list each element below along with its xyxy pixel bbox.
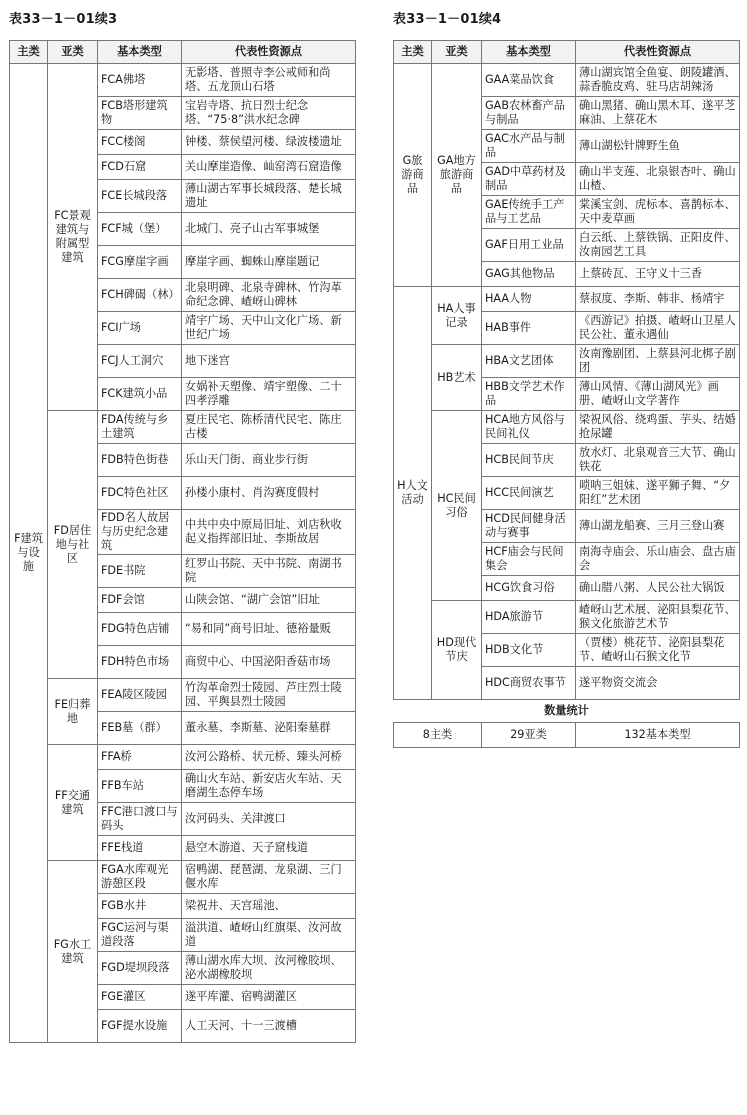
basic-type-cell: FDF会馆	[98, 588, 182, 613]
table-row	[10, 411, 356, 444]
basic-type-cell: GAD中草药材及制品	[482, 163, 576, 196]
basic-type-cell: FDA传统与乡土建筑	[98, 411, 182, 444]
header-basic-type: 基本类型	[482, 41, 576, 64]
basic-type-cell: FGF提水设施	[98, 1010, 182, 1043]
resource-points-cell: 乐山天门街、商业步行街	[182, 444, 356, 477]
resource-points-cell: 梁祝风俗、绕鸡蛋、芋头、结婚抢尿罐	[576, 411, 740, 444]
resource-points-cell: （贾楼）桃花节、泌阳县梨花节、嵖岈山石猴文化节	[576, 634, 740, 667]
summary-sub-count: 29亚类	[482, 723, 576, 748]
resource-points-cell: 薄山湖宾馆全鱼宴、朗陵罐酒、蒜香脆皮鸡、驻马店胡辣汤	[576, 64, 740, 97]
main-class-cell: H人文活动	[394, 287, 432, 700]
basic-type-cell: FGE灌区	[98, 985, 182, 1010]
basic-type-cell: GAF日用工业品	[482, 229, 576, 262]
basic-type-cell: FFA桥	[98, 745, 182, 770]
main-class-cell: F建筑与设施	[10, 64, 48, 1043]
basic-type-cell: FCC楼阁	[98, 130, 182, 155]
summary-main-count: 8主类	[394, 723, 482, 748]
basic-type-cell: FCJ人工洞穴	[98, 345, 182, 378]
table-row	[394, 345, 740, 378]
table-row	[10, 64, 356, 97]
basic-type-cell: HCD民间健身活动与赛事	[482, 510, 576, 543]
basic-type-cell: GAE传统手工产品与工艺品	[482, 196, 576, 229]
table-row	[10, 745, 356, 770]
resource-points-cell: 放水灯、北泉观音三大节、确山铁花	[576, 444, 740, 477]
left-table-caption: 表33－1－01续3	[9, 12, 118, 27]
resource-points-cell: 遂平库灌、宿鸭湖灌区	[182, 985, 356, 1010]
basic-type-cell: FEA陵区陵园	[98, 679, 182, 712]
subclass-cell: FD居住地与社区	[48, 411, 98, 679]
resource-points-cell: 中共中央中原局旧址、刘店秋收起义指挥部旧址、李斯故居	[182, 510, 356, 555]
resource-points-cell: 山陕会馆、“湖广会馆”旧址	[182, 588, 356, 613]
subclass-cell: HD现代节庆	[432, 601, 482, 700]
resource-points-cell: “易和同”商号旧址、德裕量贩	[182, 613, 356, 646]
basic-type-cell: FCB塔形建筑物	[98, 97, 182, 130]
subclass-cell: HB艺术	[432, 345, 482, 411]
resource-points-cell: 宿鸭湖、琵琶湖、龙泉湖、三门偃水库	[182, 861, 356, 894]
header-main-class: 主类	[394, 41, 432, 64]
resource-points-cell: 宝岩寺塔、抗日烈士纪念塔、“75·8”洪水纪念碑	[182, 97, 356, 130]
resource-points-cell: 董永墓、李斯墓、泌阳秦墓群	[182, 712, 356, 745]
resource-table-continued-4	[393, 40, 740, 748]
basic-type-cell: HCG饮食习俗	[482, 576, 576, 601]
basic-type-cell: HDC商贸农事节	[482, 667, 576, 700]
basic-type-cell: FFB车站	[98, 770, 182, 803]
basic-type-cell: HCF庙会与民间集会	[482, 543, 576, 576]
resource-points-cell: 薄山风情、《薄山湖风光》画册、嵖岈山文学著作	[576, 378, 740, 411]
basic-type-cell: FGC运河与渠道段落	[98, 919, 182, 952]
basic-type-cell: HDB文化节	[482, 634, 576, 667]
basic-type-cell: HCA地方风俗与民间礼仪	[482, 411, 576, 444]
basic-type-cell: FDH特色市场	[98, 646, 182, 679]
basic-type-cell: GAB农林畜产品与制品	[482, 97, 576, 130]
table-row	[394, 64, 740, 97]
subclass-cell: HC民间习俗	[432, 411, 482, 601]
resource-points-cell: 梁祝井、天宫瑶池、	[182, 894, 356, 919]
basic-type-cell: HDA旅游节	[482, 601, 576, 634]
table-row	[394, 287, 740, 312]
resource-points-cell: 汝河码头、关津渡口	[182, 803, 356, 836]
basic-type-cell: FCK建筑小品	[98, 378, 182, 411]
resource-points-cell: 薄山湖松针牌野生鱼	[576, 130, 740, 163]
resource-points-cell: 竹沟革命烈士陵园、芦庄烈士陵园、平舆县烈士陵园	[182, 679, 356, 712]
basic-type-cell: GAA菜品饮食	[482, 64, 576, 97]
resource-points-cell: 人工天河、十一三渡槽	[182, 1010, 356, 1043]
resource-points-cell: 北泉明碑、北泉寺碑林、竹沟革命纪念碑、嵖岈山碑林	[182, 279, 356, 312]
basic-type-cell: FCE长城段落	[98, 180, 182, 213]
table-row	[394, 601, 740, 634]
resource-points-cell: 汝南豫剧团、上蔡县河北梆子剧团	[576, 345, 740, 378]
basic-type-cell: FDE书院	[98, 555, 182, 588]
subclass-cell: GA地方旅游商品	[432, 64, 482, 287]
resource-points-cell: 夏庄民宅、陈桥清代民宅、陈庄古楼	[182, 411, 356, 444]
basic-type-cell: FGD堤坝段落	[98, 952, 182, 985]
basic-type-cell: HCC民间演艺	[482, 477, 576, 510]
basic-type-cell: HBA文艺团体	[482, 345, 576, 378]
resource-points-cell: 关山摩崖造像、屾窑湾石窟造像	[182, 155, 356, 180]
resource-points-cell: 遂平物资交流会	[576, 667, 740, 700]
basic-type-cell: HAB事件	[482, 312, 576, 345]
resource-points-cell: 薄山湖龙船赛、三月三登山赛	[576, 510, 740, 543]
resource-points-cell: 摩崖字画、蜘蛛山摩崖题记	[182, 246, 356, 279]
table-row	[10, 861, 356, 894]
resource-points-cell: 确山黑猪、确山黑木耳、遂平芝麻油、上蔡花木	[576, 97, 740, 130]
basic-type-cell: FCA佛塔	[98, 64, 182, 97]
header-resource-points: 代表性资源点	[576, 41, 740, 64]
header-subclass: 亚类	[48, 41, 98, 64]
header-subclass: 亚类	[432, 41, 482, 64]
resource-points-cell: 钟楼、蔡侯望河楼、绿波楼遗址	[182, 130, 356, 155]
main-class-cell: G旅游商品	[394, 64, 432, 287]
resource-table-continued-3	[9, 40, 356, 1043]
resource-points-cell: 唢呐三姐妹、遂平狮子舞、“夕阳红”艺术团	[576, 477, 740, 510]
summary-type-count: 132基本类型	[576, 723, 740, 748]
resource-points-cell: 嵖岈山艺术展、泌阳县梨花节、猴文化旅游艺术节	[576, 601, 740, 634]
basic-type-cell: FCH碑碣（林）	[98, 279, 182, 312]
subclass-cell: HA人事记录	[432, 287, 482, 345]
right-table-caption: 表33－1－01续4	[393, 12, 502, 27]
header-main-class: 主类	[10, 41, 48, 64]
basic-type-cell: FGA水库观光游憩区段	[98, 861, 182, 894]
basic-type-cell: FDB特色街巷	[98, 444, 182, 477]
basic-type-cell: FCI广场	[98, 312, 182, 345]
resource-points-cell: 北城门、亮子山古军事城堡	[182, 213, 356, 246]
basic-type-cell: HBB文学艺术作品	[482, 378, 576, 411]
basic-type-cell: FEB墓（群）	[98, 712, 182, 745]
resource-points-cell: 靖宇广场、天中山文化广场、新世纪广场	[182, 312, 356, 345]
resource-points-cell: 薄山湖古军事长城段落、楚长城遗址	[182, 180, 356, 213]
resource-points-cell: 确山半支莲、北泉银杏叶、确山山楂、	[576, 163, 740, 196]
basic-type-cell: FCD石窟	[98, 155, 182, 180]
resource-points-cell: 《西游记》拍摄、嵖岈山卫星人民公社、董永遇仙	[576, 312, 740, 345]
resource-points-cell: 地下迷宫	[182, 345, 356, 378]
table-row	[10, 679, 356, 712]
basic-type-cell: FGB水井	[98, 894, 182, 919]
resource-points-cell: 确山腊八粥、人民公社大锅饭	[576, 576, 740, 601]
resource-points-cell: 蔡叔度、李斯、韩非、杨靖宇	[576, 287, 740, 312]
subclass-cell: FE归葬地	[48, 679, 98, 745]
table-row	[394, 411, 740, 444]
resource-points-cell: 溢洪道、嵖岈山红旗渠、汝河故道	[182, 919, 356, 952]
resource-points-cell: 上蔡砖瓦、王守义十三香	[576, 262, 740, 287]
resource-points-cell: 红罗山书院、天中书院、南湖书院	[182, 555, 356, 588]
resource-points-cell: 薄山湖水库大坝、汝河橡胶坝、泌水湖橡胶坝	[182, 952, 356, 985]
basic-type-cell: FCG摩崖字画	[98, 246, 182, 279]
resource-points-cell: 悬空木游道、天子窟栈道	[182, 836, 356, 861]
resource-points-cell: 女娲补天塑像、靖宇塑像、二十四孝浮雕	[182, 378, 356, 411]
resource-points-cell: 棠溪宝剑、虎标本、喜鹊标本、天中麦草画	[576, 196, 740, 229]
basic-type-cell: FFC港口渡口与码头	[98, 803, 182, 836]
resource-points-cell: 确山火车站、新安店火车站、天磨湖生态停车场	[182, 770, 356, 803]
resource-points-cell: 孙楼小康村、肖沟赛度假村	[182, 477, 356, 510]
resource-points-cell: 汝河公路桥、状元桥、臻头河桥	[182, 745, 356, 770]
basic-type-cell: GAG其他物品	[482, 262, 576, 287]
header-resource-points: 代表性资源点	[182, 41, 356, 64]
resource-points-cell: 白云纸、上蔡铁锅、正阳皮件、汝南园艺工具	[576, 229, 740, 262]
header-basic-type: 基本类型	[98, 41, 182, 64]
basic-type-cell: FDD名人故居与历史纪念建筑	[98, 510, 182, 555]
basic-type-cell: FDC特色社区	[98, 477, 182, 510]
basic-type-cell: HAA人物	[482, 287, 576, 312]
basic-type-cell: FDG特色店铺	[98, 613, 182, 646]
resource-points-cell: 南海寺庙会、乐山庙会、盘古庙会	[576, 543, 740, 576]
subclass-cell: FC景观建筑与附属型建筑	[48, 64, 98, 411]
subclass-cell: FF交通建筑	[48, 745, 98, 861]
subclass-cell: FG水工建筑	[48, 861, 98, 1043]
basic-type-cell: HCB民间节庆	[482, 444, 576, 477]
resource-points-cell: 商贸中心、中国泌阳香菇市场	[182, 646, 356, 679]
resource-points-cell: 无影塔、普照寺李公戒师和尚塔、五龙顶山石塔	[182, 64, 356, 97]
summary-title: 数量统计	[394, 700, 740, 723]
basic-type-cell: GAC水产品与制品	[482, 130, 576, 163]
basic-type-cell: FFE栈道	[98, 836, 182, 861]
basic-type-cell: FCF城（堡）	[98, 213, 182, 246]
